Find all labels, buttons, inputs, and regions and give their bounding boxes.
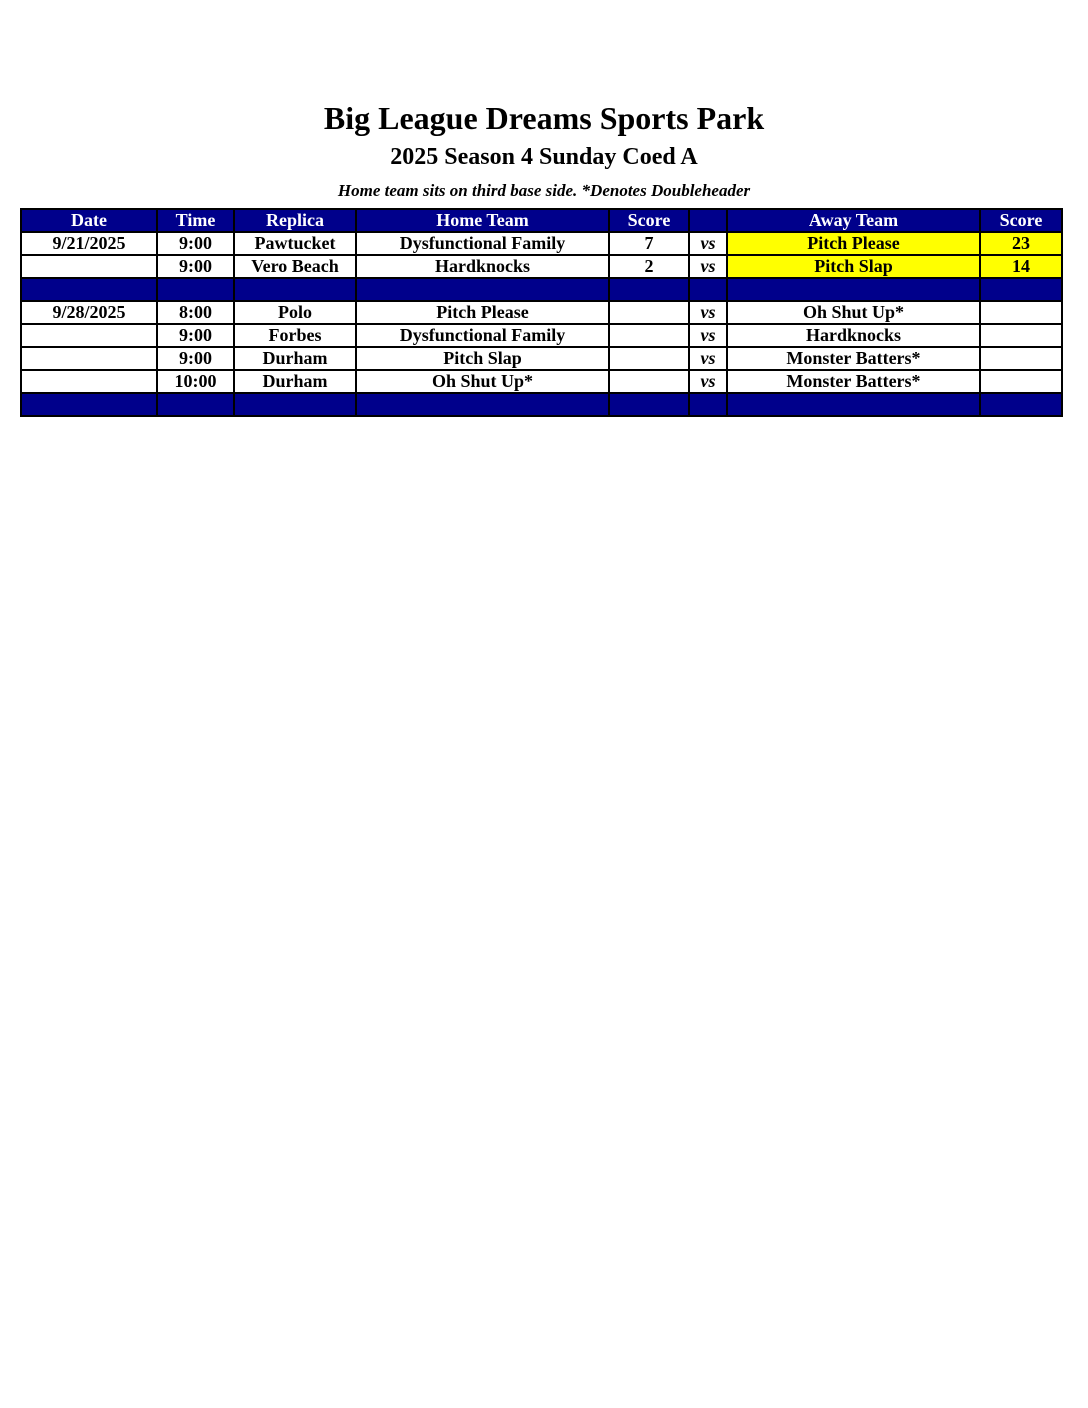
away-score-cell — [980, 370, 1062, 393]
header-away-team: Away Team — [727, 209, 980, 232]
away-score-cell: 23 — [980, 232, 1062, 255]
date-cell: 9/21/2025 — [21, 232, 157, 255]
page-subtitle: 2025 Season 4 Sunday Coed A — [390, 144, 698, 170]
replica-cell: Durham — [234, 347, 356, 370]
away-score-cell: 14 — [980, 255, 1062, 278]
header-vs — [689, 209, 727, 232]
vs-cell: vs — [689, 232, 727, 255]
home-team-cell: Pitch Please — [356, 301, 609, 324]
date-cell — [21, 324, 157, 347]
table-row — [21, 232, 1062, 255]
table-row — [21, 370, 1062, 393]
home-score-cell — [609, 347, 689, 370]
table-row — [21, 324, 1062, 347]
home-score-cell — [609, 324, 689, 347]
table-row — [21, 347, 1062, 370]
away-team-cell: Hardknocks — [727, 324, 980, 347]
time-cell: 9:00 — [157, 347, 234, 370]
away-team-cell: Pitch Slap — [727, 255, 980, 278]
week-separator-row — [21, 278, 1062, 301]
header-away-score: Score — [980, 209, 1062, 232]
away-team-cell: Pitch Please — [727, 232, 980, 255]
away-score-cell — [980, 324, 1062, 347]
time-cell: 9:00 — [157, 232, 234, 255]
time-cell: 9:00 — [157, 255, 234, 278]
time-cell: 9:00 — [157, 324, 234, 347]
vs-cell: vs — [689, 347, 727, 370]
schedule-table — [20, 208, 1063, 417]
header-row — [21, 209, 1062, 232]
page-title: Big League Dreams Sports Park — [323, 100, 765, 136]
replica-cell: Polo — [234, 301, 356, 324]
home-team-cell: Dysfunctional Family — [356, 324, 609, 347]
home-score-cell — [609, 301, 689, 324]
away-team-cell: Monster Batters* — [727, 370, 980, 393]
away-score-cell — [980, 347, 1062, 370]
date-cell: 9/28/2025 — [21, 301, 157, 324]
header-date: Date — [21, 209, 157, 232]
home-score-cell — [609, 370, 689, 393]
replica-cell: Vero Beach — [234, 255, 356, 278]
home-score-cell: 7 — [609, 232, 689, 255]
away-team-cell: Monster Batters* — [727, 347, 980, 370]
header-time: Time — [157, 209, 234, 232]
replica-cell: Forbes — [234, 324, 356, 347]
home-team-cell: Pitch Slap — [356, 347, 609, 370]
table-row — [21, 301, 1062, 324]
home-team-cell: Dysfunctional Family — [356, 232, 609, 255]
replica-cell: Durham — [234, 370, 356, 393]
away-team-cell: Oh Shut Up* — [727, 301, 980, 324]
home-team-cell: Oh Shut Up* — [356, 370, 609, 393]
header-replica: Replica — [234, 209, 356, 232]
home-score-cell: 2 — [609, 255, 689, 278]
replica-cell: Pawtucket — [234, 232, 356, 255]
header-home-score: Score — [609, 209, 689, 232]
vs-cell: vs — [689, 324, 727, 347]
date-cell — [21, 255, 157, 278]
table-row — [21, 255, 1062, 278]
week-separator-row — [21, 393, 1062, 416]
home-team-cell: Hardknocks — [356, 255, 609, 278]
header-home-team: Home Team — [356, 209, 609, 232]
away-score-cell — [980, 301, 1062, 324]
vs-cell: vs — [689, 301, 727, 324]
time-cell: 10:00 — [157, 370, 234, 393]
doubleheader-note: Home team sits on third base side. *Denotes Doubleheader — [337, 181, 751, 200]
date-cell — [21, 370, 157, 393]
date-cell — [21, 347, 157, 370]
vs-cell: vs — [689, 370, 727, 393]
vs-cell: vs — [689, 255, 727, 278]
time-cell: 8:00 — [157, 301, 234, 324]
